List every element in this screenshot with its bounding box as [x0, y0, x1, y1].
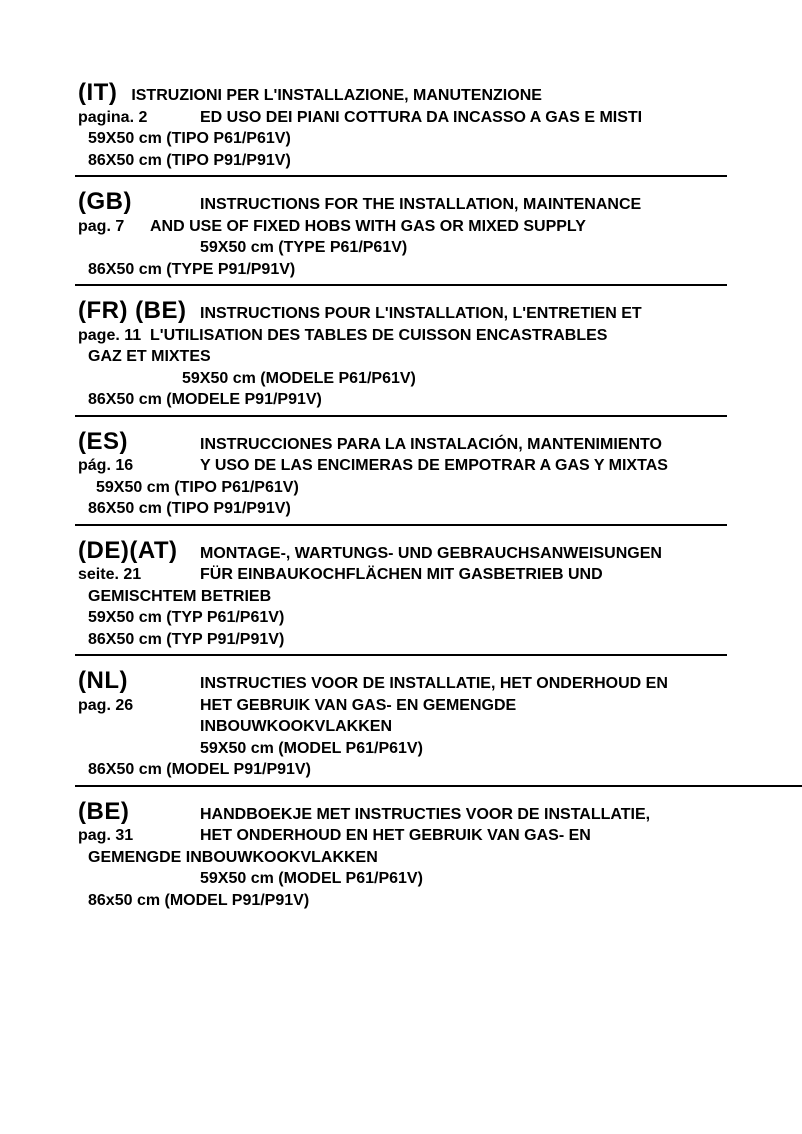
title-line-1: INSTRUCTIES VOOR DE INSTALLATIE, HET ONDERHOUD EN [200, 675, 668, 692]
section-heading-row [78, 189, 802, 216]
language-code: (BE) [78, 797, 130, 825]
section-heading-row [78, 80, 802, 107]
title-line-2: AND USE OF FIXED HOBS WITH GAS OR MIXED SUPPLY [150, 217, 586, 235]
title-line-1: HANDBOEKJE MET INSTRUCTIES VOOR DE INSTALLATIE, [200, 805, 651, 823]
section-subtitle-row [78, 825, 802, 847]
title-line-2: ED USO DEI PIANI COTTURA DA INCASSO A GAS E MISTI [200, 108, 643, 126]
size-line-2: 86X50 cm (MODELE P91/P91V) [88, 391, 322, 408]
section-heading-row [78, 298, 802, 325]
section-subtitle-row [78, 325, 802, 347]
section-divider [75, 175, 727, 177]
section-heading-row [78, 668, 802, 695]
title-line-2: Y USO DE LAS ENCIMERAS DE EMPOTRAR A GAS Y MIXTAS [200, 457, 668, 474]
page-ref: pag. 7 [78, 217, 125, 235]
section-subtitle-row [78, 107, 802, 129]
section-divider [75, 284, 727, 286]
size-line-1: 59X50 cm (MODEL P61/P61V) [200, 870, 423, 887]
language-code: (GB) [78, 188, 132, 215]
language-code: (FR) (BE) [78, 297, 187, 324]
section-heading-row [78, 538, 802, 565]
section-nl [78, 668, 802, 787]
section-es [78, 429, 802, 526]
page-ref: pagina. 2 [78, 108, 148, 126]
language-code: (IT) [78, 79, 118, 106]
section-subtitle-row [78, 216, 802, 238]
size-line-2: 86X50 cm (TYP P91/P91V) [88, 630, 285, 648]
title-line-2: HET GEBRUIK VAN GAS- EN GEMENGDE [200, 696, 517, 714]
section-divider [75, 785, 802, 787]
section-divider [75, 415, 727, 417]
page-ref: page. 11 [78, 326, 142, 344]
size-line-1: 59X50 cm (TYPE P61/P61V) [200, 239, 408, 256]
section-subtitle-row [78, 455, 802, 477]
title-line-1: MONTAGE-, WARTUNGS- UND GEBRAUCHSANWEISUNGEN [200, 544, 662, 562]
title-line-1: INSTRUCTIONS POUR L'INSTALLATION, L'ENTRETIEN ET [200, 305, 642, 322]
title-line-3: GEMISCHTEM BETRIEB [88, 587, 272, 605]
section-heading-row [78, 799, 802, 826]
size-line-1: 59X50 cm (MODELE P61/P61V) [182, 369, 416, 387]
language-code: (NL) [78, 667, 128, 694]
title-line-2: HET ONDERHOUD EN HET GEBRUIK VAN GAS- EN [200, 827, 591, 844]
size-line-1: 59X50 cm (MODEL P61/P61V) [200, 739, 423, 757]
title-line-1: INSTRUCTIONS FOR THE INSTALLATION, MAINTENANCE [200, 196, 642, 213]
section-divider [75, 654, 727, 656]
size-line-1: 59X50 cm (TYP P61/P61V) [88, 609, 285, 626]
section-subtitle-row [78, 695, 802, 717]
title-line-1: ISTRUZIONI PER L'INSTALLAZIONE, MANUTENZIONE [131, 87, 542, 104]
title-line-3: GEMENGDE INBOUWKOOKVLAKKEN [88, 848, 378, 866]
size-line-2: 86X50 cm (TYPE P91/P91V) [88, 260, 296, 278]
section-subtitle-row [78, 564, 802, 586]
size-line-2: 86X50 cm (TIPO P91/P91V) [88, 151, 291, 169]
section-de-at [78, 538, 802, 657]
title-line-2: FÜR EINBAUKOCHFLÄCHEN MIT GASBETRIEB UND [200, 566, 603, 583]
size-line-1: 59X50 cm (TIPO P61/P61V) [88, 130, 291, 147]
title-line-3: GAZ ET MIXTES [88, 348, 211, 365]
language-code: (DE)(AT) [78, 536, 178, 564]
section-divider [75, 524, 727, 526]
page-ref: pág. 16 [78, 457, 134, 474]
size-line-2: 86X50 cm (MODEL P91/P91V) [88, 761, 311, 778]
size-line-1: 59X50 cm (TIPO P61/P61V) [96, 478, 299, 496]
section-heading-row [78, 429, 802, 456]
size-line-2: 86x50 cm (MODEL P91/P91V) [88, 891, 310, 909]
page-ref: pag. 26 [78, 696, 134, 714]
title-line-2: L'UTILISATION DES TABLES DE CUISSON ENCASTRABLES [150, 326, 608, 344]
language-code: (ES) [78, 427, 128, 455]
section-it [78, 80, 802, 177]
section-be [78, 799, 802, 912]
page-ref: seite. 21 [78, 566, 142, 583]
title-line-1: INSTRUCCIONES PARA LA INSTALACIÓN, MANTENIMIENTO [200, 435, 662, 453]
page-ref: pag. 31 [78, 827, 134, 844]
size-line-2: 86X50 cm (TIPO P91/P91V) [88, 500, 291, 517]
section-fr-be [78, 298, 802, 417]
section-gb [78, 189, 802, 286]
title-line-3: INBOUWKOOKVLAKKEN [200, 718, 392, 735]
